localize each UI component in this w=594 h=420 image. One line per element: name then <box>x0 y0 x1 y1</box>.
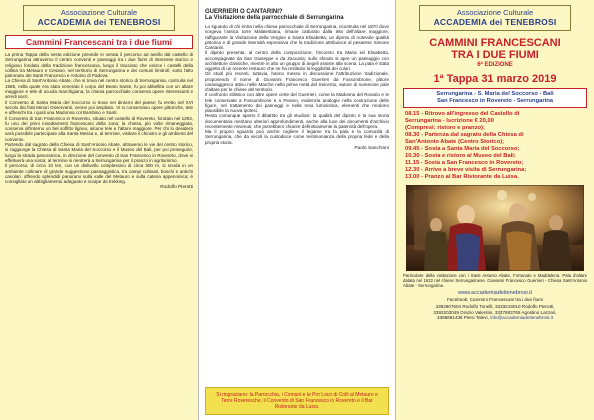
schedule-item: 08.15 - Ritrovo all'ingresso del Castello di <box>405 111 520 117</box>
route-line: San Francesco in Rovereto - Serrungarina <box>437 98 553 104</box>
contact-line: 3393202049 Orazio Valentini, 3337883765 Agostino Lazzari, <box>433 309 557 315</box>
route-box <box>403 88 587 108</box>
left-title: Cammini Francescani tra i due fiumi <box>5 35 193 49</box>
schedule-item: 13.00 - Pranzo al Bar Ristorante da Luisa. <box>405 174 519 180</box>
event-title <box>401 37 589 61</box>
schedule-item: (Compresi: ristoro e pranzo); <box>405 125 485 131</box>
middle-paragraph: Il dipinto presenta, al centro della composizione, l'incontro tra Maria ed Elisabetta, accompagnate da San Giuseppe e da Zaccaria; sullo sfondo si apre un paesaggio con architetture classiche, mentre in alto un gruppo di angeli assiste alla scena. La pala è stata oggetto di un recente restauro che ne ha restituito la leggibilità dei colori. <box>205 50 389 71</box>
contact-phone: 3388691436 Piero Talevi, <box>437 315 489 321</box>
schedule-item: San'Antonio Abate (Centro Storico); <box>405 139 505 145</box>
route-line: Serrungarina - S. Maria del Soccorso - Bali <box>436 91 554 97</box>
association-name: ACCADEMIA dei TENEBROSI <box>37 17 161 27</box>
stage-date: 1ª Tappa 31 marzo 2019 <box>433 73 557 85</box>
contact-line <box>401 315 589 321</box>
painting-image <box>406 185 584 271</box>
left-paragraph: Il Convento di San Francesco in Rovereto, situato nel castello di Rovereto, fondato nel 1293, fu uno dei primi insediamenti francescani della zona; la chiesa, più volte rimaneggiata, conserva all'interno un bel soffitto ligneo, alcune tele e l'altare maggiore. Per chi lo desidera sarà possibile partecipare alla Santa Messa e, al termine, visitare il chiostro e gli ambienti del convento. <box>5 115 193 142</box>
schedule-item: 11.15 - Sosta a San Francesco in Rovereto; <box>405 160 524 166</box>
association-name: ACCADEMIA dei TENEBROSI <box>433 17 557 27</box>
association-line: Associazione Culturale <box>456 8 534 17</box>
middle-signature: Paolo Sanchioni <box>354 145 389 151</box>
website-link[interactable]: www.accademiadeitenebrosi.it <box>458 290 532 296</box>
middle-paragraph: Ma il proprio sguardo può anche cogliere il legame tra la pala e la comunità di Serrungarina, che da secoli la custodisce come testimonianza della propria fede e della propria storia. <box>205 129 389 145</box>
left-paragraph: Il Convento di Santa Maria del Soccorso si trova nei dintorni del paese; fu eretto nel XVI secolo dai frati Minori Osservanti, venne poi ampliato. Vi si conservano opere pittoriche, tele e affreschi tra i quali una Madonna col Bambino e Santi. <box>5 99 193 116</box>
association-header <box>419 5 571 31</box>
contact-line: 3392907604 Rodolfo Tonelli, 3333219010 Rodolfo Pierotti, <box>435 304 555 309</box>
edition-label: 6ª EDIZIONE <box>477 62 513 68</box>
facebook-link[interactable]: Facebook: Cammini Francescani tra i due fiumi <box>447 297 543 302</box>
left-paragraph: La prima Tappa della sesta edizione prevede in serata il percorso ad anello dal castello di Serrungarina attraverso il centro conventi e paesaggi tra i due fiumi di interesse storico e religioso fondato della tradizione francescana, lungo il tracciato che unisce i castelli della collina tra Metauro e Cesano, nel territorio di Serrungarina e dei comuni limitrofi, sotto l'alto patronato dei Santi Francesco e Antonio di Padova. <box>5 52 193 79</box>
schedule <box>405 111 585 181</box>
right-panel <box>396 0 594 420</box>
schedule-item: 10.30 - Sosta e ristoro al Museo del Bali; <box>405 153 516 159</box>
event-title-line: CAMMINI FRANCESCANI <box>429 37 561 49</box>
middle-paragraph: Lo sguardo di chi entra nella chiesa parrocchiale di Serrungarina, ricostruita nel 1870 dove sorgeva l'antica torre Malatestiana, rimane catturato dalla tela dell'altare maggiore, raffigurante la Visitazione della Vergine a Santa Elisabetta, un dipinto di notevole qualità pittorica e di grande intensità espressiva che la tradizione attribuisce al pesarese Simone Cantarini. <box>205 24 389 50</box>
schedule-item: Serrungarina - Iscrizione € 20,00 <box>405 118 494 124</box>
email-link[interactable]: info@accademiadeitenebrosi.it <box>490 315 553 321</box>
left-signature: Rodolfo Pierotti <box>160 185 193 191</box>
association-line: Associazione Culturale <box>60 8 138 17</box>
association-header <box>23 5 175 31</box>
schedule-item: 12.30 - Arrivo a breve visita di Serrungarina; <box>405 167 527 173</box>
left-paragraph: Partendo dal sagrato della Chiesa di Sant'Antonio Abate, attraverso le vie del centro storico, si raggiunge la Chiesa di Santa Maria del Soccorso e il Museo del Bali, per poi proseguire, lungo la strada panoramica, in direzione del convento di San Francesco in Rovereto, dove si effettuerà una sosta; al termine si rientrerà a Serrungarina per il pranzo in agriturismo. <box>5 142 193 163</box>
contacts <box>401 304 589 321</box>
left-paragraph: Il percorso, di circa 10 km, con un dislivello complessivo di circa 300 m, si snoda in un ambiente collinare di grande suggestione paesaggistica, tra campi coltivati, boschi e antichi casolari, offrendo splendidi panorami sulla valle del Metauro e sulla catena appenninica; è consigliato un abbigliamento adeguato e scarpe da trekking. <box>5 163 193 185</box>
middle-heading: GUERRIERI O CANTARINI? <box>205 9 283 15</box>
left-panel <box>0 0 198 420</box>
thanks-box: Si ringraziano: la Parrocchia, i Comuni e le Pro Loco di Colli al Metauro e Terre Roveresche, il Convento di San Francesco in Rovereto e il Bar Ristorante da Luisa. <box>205 387 389 415</box>
schedule-item: 08.30 - Partenza dal sagrato della Chiesa di <box>405 132 524 138</box>
painting-caption: Particolare della visitazione con i Santi Antonio Abate, Fortunato e Maddalena. Pala d'altare datata nel 1622 nel chiese Serrungarinese. Giovanni Francesco Guerrieri - Chiesa Sant'Antonio Abate - Serrungarina. <box>403 273 587 288</box>
middle-paragraph: Resta comunque aperto il dibattito tra gli studiosi: la qualità del dipinto e la sua storia documentaria meritano ulteriori approfondimenti, anche alla luce dei documenti d'archivio recentemente rinvenuti, che potrebbero chiarire definitivamente la paternità dell'opera. <box>205 113 389 129</box>
left-paragraph: La Chiesa di Sant'Antonio Abate, che si trova nel centro storico di Serrungarina, costruita nel 1585, nella quale era stato venerato il corpo del Beato Sante, fu poi abbellita con un altare maggiore e tele di scuola marchigiana; la chiesa parrocchiale conserva opere interessanti e arredi sacri. <box>5 78 193 100</box>
middle-subheading: La Visitazione della parrocchiale di Serrungarina <box>205 15 344 21</box>
middle-paragraph: Gli studi più recenti, tuttavia, hanno messo in discussione l'attribuzione tradizionale, proponendo il nome di Giovanni Francesco Guerrieri da Fossombrone, pittore caravaggesco attivo nelle Marche nella prima metà del Seicento, autore di numerose pale d'altare per le chiese del territorio. <box>205 71 389 92</box>
middle-paragraph: Il confronto stilistico con altre opere certe del Guerrieri, come la Madonna del Rosario e le tele conservate a Fossombrone e a Pesaro, evidenzia analogie nella costruzione delle figure, nel trattamento dei panneggi e nella resa luministica, elementi che rendono plausibile la nuova ipotesi. <box>205 92 389 113</box>
middle-panel <box>198 0 396 420</box>
event-title-line: TRA I DUE FIUMI <box>451 49 539 61</box>
schedule-item: 09.45 - Sosta a Santa Maria del Soccorso; <box>405 146 520 152</box>
